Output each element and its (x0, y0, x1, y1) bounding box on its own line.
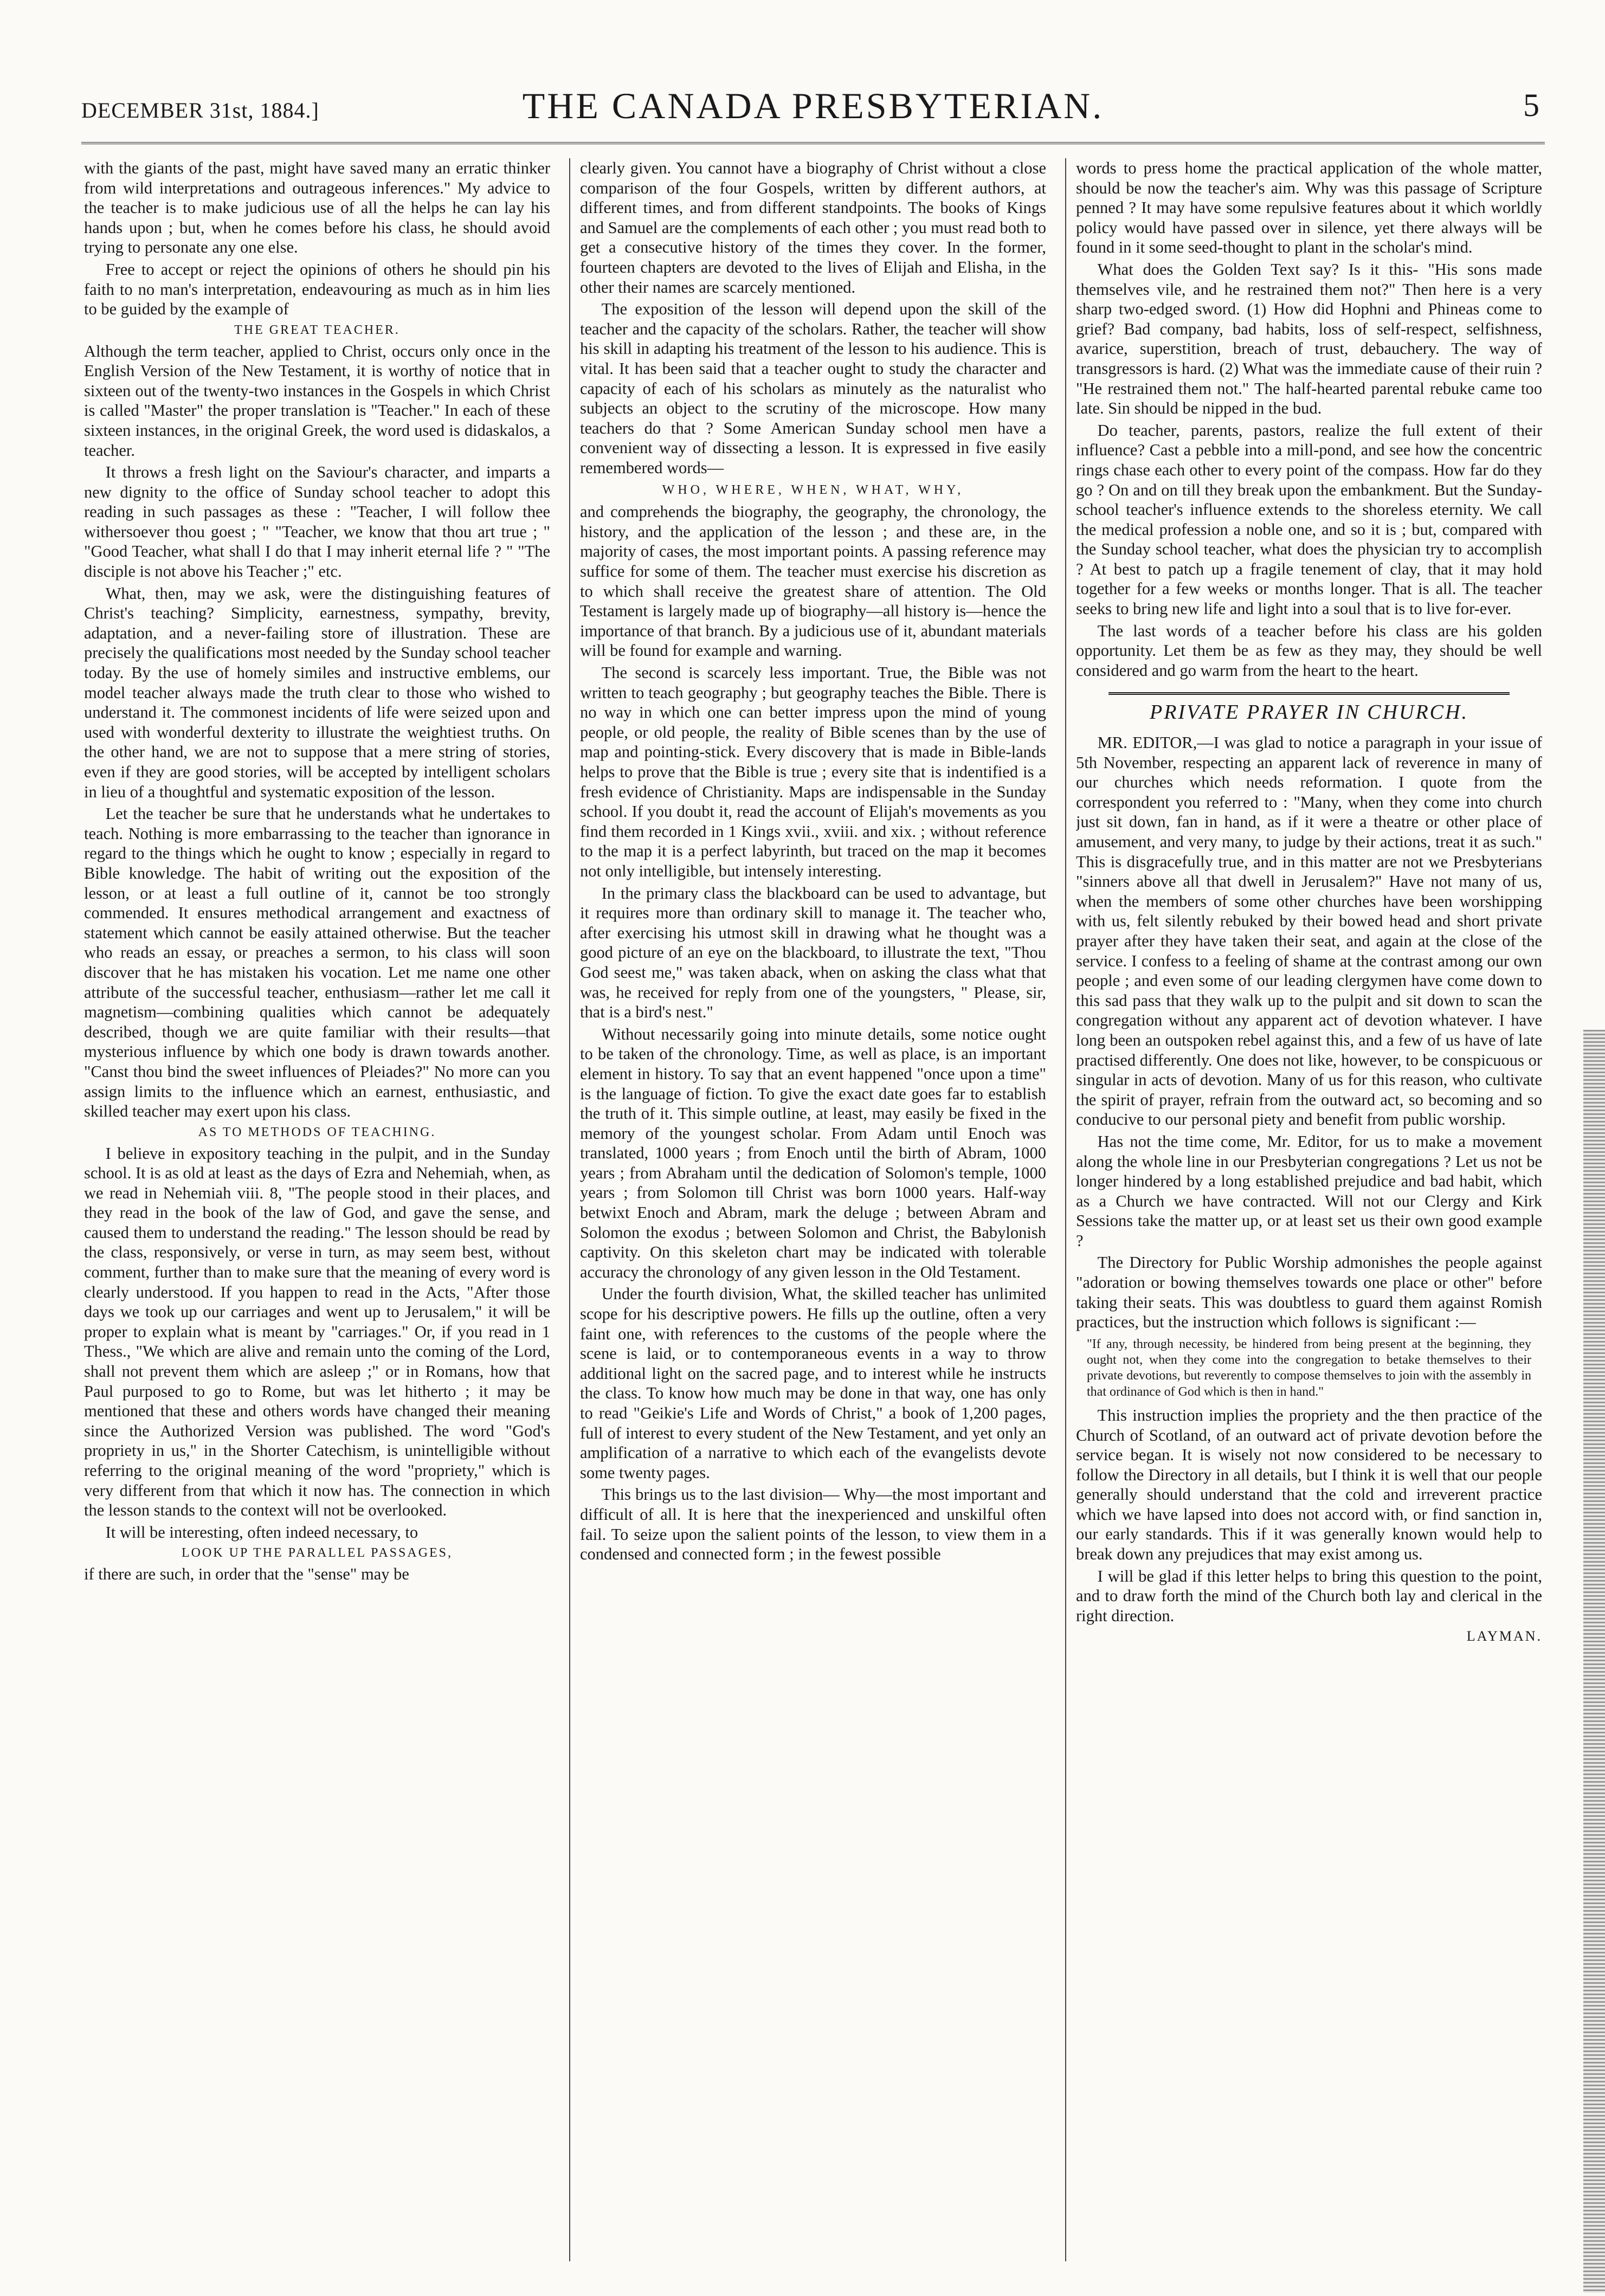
paragraph: Free to accept or reject the opinions of others he should pin his faith to no man's interpretation, endeavouring as much as in him lies to be guided by the example of (84, 260, 550, 319)
article-title: PRIVATE PRAYER IN CHURCH. (1150, 701, 1468, 724)
column-divider (1065, 158, 1066, 2261)
header-rule (81, 142, 1545, 144)
paragraph: and comprehends the biography, the geography, the chronology, the history, and the application of the lesson ; and these are, in the majority of cases, the most important points. A passing reference may suffice for some of them. The teacher must exercise his discretion as to which shall receive the greatest share of attention. The Old Testament is largely made up of biography—all history is—hence the importance of that branch. By a judicious use of it, abundant materials will be found for example and warning. (580, 502, 1046, 660)
paragraph: The Directory for Public Worship admonishes the people against "adoration or bowing themselves towards one place or other" before taking their seats. This was doubtless to guard them against Romish practices, but the instruction which follows is significant :— (1076, 1253, 1542, 1332)
paragraph: Do teacher, parents, pastors, realize the full extent of their influence? Cast a pebble into a mill-pond, and see how the concentric rings chase each other to every point of the compass. How far do they go ? On and on till they break upon the embankment. But the Sunday-school teacher's influence extends to the shoreless eternity. We call the medical profession a noble one, and so it is ; but, compared with the Sunday school teacher, what does the physician try to accomplish ? At best to patch up a fragile tenement of clay, that it may hold together for a few weeks or months longer. That is all. The teacher seeks to bring new life and light into a soul that is to live for-ever. (1076, 421, 1542, 618)
signature: LAYMAN. (1466, 1628, 1542, 1644)
paragraph: The last words of a teacher before his class are his golden opportunity. Let them be as few as they may, they should be well considered and go warm from the heart to the heart. (1076, 621, 1542, 680)
paragraph: This instruction implies the propriety and the then practice of the Church of Scotland, of an outward act of private devotion before the service began. It is wisely not now considered to be necessary to follow the Directory in all details, but I think it is well that our people generally should understand that the cold and irreverent practice which we have lapsed into does not accord with, or find sanction in, our early standards. This if it was generally known would help to break down any prejudices that may exist among us. (1076, 1405, 1542, 1564)
section-heading: THE GREAT TEACHER. (234, 323, 400, 337)
block-quote: "If any, through necessity, be hindered from being present at the beginning, they ought not, when they come into the congregation to betake themselves to their private devotions, but reverently to compose themselves to join with the assembly in that ordinance of God which is then in hand." (1087, 1337, 1531, 1399)
paragraph: In the primary class the blackboard can be used to advantage, but it requires more than ordinary skill to manage it. The teacher who, after exercising his utmost skill in drawing what he thought was a good picture of an eye on the blackboard, to illustrate the text, "Thou God seest me," was taken aback, when on asking the class what that was, he received for reply from one of the youngsters, " Please, sir, that is a bird's nest." (580, 883, 1046, 1022)
paragraph: Although the term teacher, applied to Christ, occurs only once in the English Version of the New Testament, it is worthy of notice that in sixteen out of the twenty-two instances in the Gospels in which Christ is called "Master" the proper translation is "Teacher." In each of these sixteen instances, in the original Greek, the word used is didaskalos, a teacher. (84, 341, 550, 460)
section-heading: AS TO METHODS OF TEACHING. (198, 1125, 436, 1139)
page-number: 5 (1523, 87, 1539, 123)
paragraph: with the giants of the past, might have saved many an erratic thinker from wild interpretations and outrageous inferences." My advice to the teacher is to make judicious use of all the helps he can lay his hands upon ; but, when he comes before his class, he should avoid trying to personate any one else. (84, 159, 550, 257)
paragraph: It will be interesting, often indeed necessary, to (105, 1523, 418, 1542)
paragraph: MR. EDITOR,—I was glad to notice a paragraph in your issue of 5th November, respecting an apparent lack of reverence in many of our churches which needs reformation. I quote from the correspondent you referred to : "Many, when they come into church just sit down, fan in hand, as if it were a theatre or other place of amusement, and very many, to judge by their actions, treat it as such." This is disgracefully true, and in this matter are not we Presbyterians "sinners above all that dwell in Jerusalem?" Have not many of us, when the members of some other churches have been worshipping with us, felt silently rebuked by their bowed head and short private prayer after they have taken their seat, and again at the close of the service. I confess to a feeling of shame at the contrast among our own people ; and even some of our leading clergymen have come down to this sad pass that they walk up to the pulpit and sit down to scan the congregation without any apparent act of devotion whatever. I have long been an outspoken rebel against this, and a few of us have of late practised differently. One does not like, however, to be conspicuous or singular in acts of devotion. Many of us for this reason, who cultivate the spirit of prayer, refrain from the outward act, so becoming and so conducive to our personal piety and benefit from public worship. (1076, 733, 1542, 1129)
paragraph: This brings us to the last division— Why—the most important and difficult of all. It is here that the inexperienced and unskilful often fail. To seize upon the salient points of the lesson, to view them in a condensed and connected form ; in the fewest possible (580, 1485, 1046, 1564)
paragraph: Without necessarily going into minute details, some notice ought to be taken of the chronology. Time, as well as place, is an important element in history. To say that an event happened "once upon a time" is the language of fiction. To give the exact date goes far to establish the truth of it. This simple outline, at least, may easily be fixed in the memory of the youngest scholar. From Adam until Enoch was translated, 1000 years ; from Enoch until the birth of Abram, 1000 years ; from Abraham until the dedication of Solomon's temple, 1000 years ; from Solomon till Christ was born 1000 years. Half-way betwixt Enoch and Abram, mark the deluge ; between Abram and Solomon the exodus ; between Solomon and Christ, the Babylonish captivity. On this skeleton chart may be indicated with tolerable accuracy the chronology of any given lesson in the Old Testament. (580, 1024, 1046, 1281)
paragraph: What does the Golden Text say? Is it this- "His sons made themselves vile, and he restrained them not?" Then here is a very sharp two-edged sword. (1) How did Hophni and Phineas come to grief? Bad company, bad habits, loss of self-respect, selfishness, avarice, superstition, breach of trust, debauchery. The way of transgressors is hard. (2) What was the immediate cause of their ruin ? "He restrained them not." The half-hearted parental rebuke came too late. Sin should be nipped in the bud. (1076, 260, 1542, 418)
column-divider (569, 158, 570, 2261)
column-2 (580, 158, 1046, 2261)
paragraph: Has not the time come, Mr. Editor, for us to make a movement along the whole line in our Presbyterian congregations ? Let us not be longer hindered by a long established prejudice and bad habit, which as a Church we have contracted. Will not our Clergy and Kirk Sessions take the matter up, or at least set us their own good example ? (1076, 1132, 1542, 1250)
paragraph: clearly given. You cannot have a biography of Christ without a close comparison of the four Gospels, written by different authors, at different times, and from different standpoints. The books of Kings and Samuel are the complements of each other ; you must read both to get a consecutive history of the times they cover. In the former, fourteen chapters are devoted to the lives of Elijah and Elisha, in the other their names are scarcely mentioned. (580, 159, 1046, 296)
paragraph: The second is scarcely less important. True, the Bible was not written to teach geography ; but geography teaches the Bible. There is no way in which one can better impress upon the mind of young people, or old people, the reality of Bible scenes than by the use of map and pointing-stick. Every discovery that is made in Bible-lands helps to prove that the Bible is true ; every site that is indentified is a fresh evidence of Christianity. Maps are indispensable in the Sunday school. If you doubt it, read the account of Elijah's movements as you find them recorded in 1 Kings xvii., xviii. and xix. ; without reference to the map it is a perfect labyrinth, but traced on the map it becomes not only intelligible, but intensely interesting. (580, 663, 1046, 880)
section-heading: LOOK UP THE PARALLEL PASSAGES, (181, 1546, 453, 1560)
paragraph: It throws a fresh light on the Saviour's character, and imparts a new dignity to the office of Sunday school teacher to adopt this reading in such passages as these : "Teacher, I will follow thee withersoever thou goest ; " "Teacher, we know that thou art true ; " "Good Teacher, what shall I do that I may inherit eternal life ? " "The disciple is not above his Teacher ;" etc. (84, 463, 550, 581)
paragraph: I believe in expository teaching in the pulpit, and in the Sunday school. It is as old at least as the days of Ezra and Nehemiah, when, as we read in Nehemiah viii. 8, "The people stood in their places, and they read in the book of the law of God, and gave the sense, and caused them to understand the reading." The lesson should be read by the class, responsively, or verse in turn, as may seem best, without comment, further than to make sure that the meaning of every word is clearly understood. If you happen to read in the Acts, "After those days we took up our carriages and went up to Jerusalem," it will be proper to explain what is meant by "carriages." Or, if you read in 1 Thess., "We which are alive and remain unto the coming of the Lord, shall not prevent them which are asleep ;" or in Romans, how that Paul purposed to go to Rome, but was let hitherto ; it may be mentioned that these and others words have changed their meaning since the Authorized Version was published. The word "God's propriety in us," in the Shorter Catechism, is unintelligible without referring to the original meaning of the word "propriety," which is very different from that which it now has. The connection in which the lesson stands to the context will not be overlooked. (84, 1144, 550, 1520)
paragraph: words to press home the practical application of the whole matter, should be now the teacher's aim. Why was this passage of Scripture penned ? It may have some repulsive features about it which worldly policy would have passed over in silence, yet there always will be found in it some seed-thought to plant in the scholar's mind. (1076, 159, 1542, 257)
section-heading: WHO, WHERE, WHEN, WHAT, WHY, (662, 482, 964, 497)
issue-date: DECEMBER 31st, 1884.] (81, 98, 319, 122)
masthead (81, 81, 1545, 141)
paragraph: Under the fourth division, What, the skilled teacher has unlimited scope for his descriptive powers. He fills up the outline, often a very faint one, with references to the customs of the people where the scene is laid, or to contemporaneous events in a way to throw additional light on the sacred page, and to interest while he instructs the class. To know how much may be done in that way, one has only to read "Geikie's Life and Words of Christ," a book of 1,200 pages, full of interest to every student of the New Testament, and yet only an amplification of a narrative to which each of the evangelists devote some twenty pages. (580, 1285, 1046, 1482)
column-1 (84, 158, 550, 2261)
paragraph: I will be glad if this letter helps to bring this question to the point, and to draw forth the mind of the Church both lay and clerical in the right direction. (1076, 1566, 1542, 1625)
column-3 (1076, 158, 1542, 2261)
paragraph: Let the teacher be sure that he understands what he undertakes to teach. Nothing is more embarrassing to the teacher than ignorance in regard to the things which he ought to know ; especially in regard to Bible knowledge. The habit of writing out the exposition of the lesson, or at least a full outline of it, cannot be too strongly commended. It ensures methodical arrangement and exactness of statement which cannot be easily attained otherwise. But the teacher who reads an essay, or preaches a sermon, to his class will soon discover that he has mistaken his vocation. Let me name one other attribute of the successful teacher, enthusiasm—rather let me call it magnetism—combining qualities which cannot be adequately described, though we are quite familiar with their results—that mysterious influence by which one body is drawn towards another. "Canst thou bind the sweet influences of Pleiades?" No more can you assign limits to the influence which an earnest, enthusiastic, and skilled teacher may exert upon his class. (84, 804, 550, 1121)
paragraph: if there are such, in order that the "sense" may be (84, 1565, 409, 1584)
scan-edge-artifact (1583, 1030, 1605, 2293)
newspaper-title: THE CANADA PRESBYTERIAN. (522, 85, 1104, 126)
article-divider (1108, 692, 1510, 695)
paragraph: What, then, may we ask, were the distinguishing features of Christ's teaching? Simplicity, earnestness, sympathy, brevity, adaptation, and a never-failing store of illustration. These are precisely the qualifications most needed by the Sunday school teacher today. By the use of homely similes and instructive emblems, our model teacher always made the truth clear to those who wished to understand it. The commonest incidents of life were seized upon and used with wonderful dexterity to illustrate the weightiest truths. On the other hand, we are not to suppose that a mere string of stories, even if they are good stories, will be accepted by intelligent scholars in lieu of a thoughtful and systematic exposition of the lesson. (84, 584, 550, 801)
paragraph: The exposition of the lesson will depend upon the skill of the teacher and the capacity of the scholars. Rather, the teacher will show his skill in adapting his treatment of the lesson to his audience. This is vital. It has been said that a teacher ought to study the character and capacity of each of his scholars as minutely as the naturalist who subjects an object to the scrutiny of the microscope. How many teachers do that ? Some American Sunday school men have a convenient way of dissecting a lesson. It is expressed in five easily remembered words— (580, 300, 1046, 477)
